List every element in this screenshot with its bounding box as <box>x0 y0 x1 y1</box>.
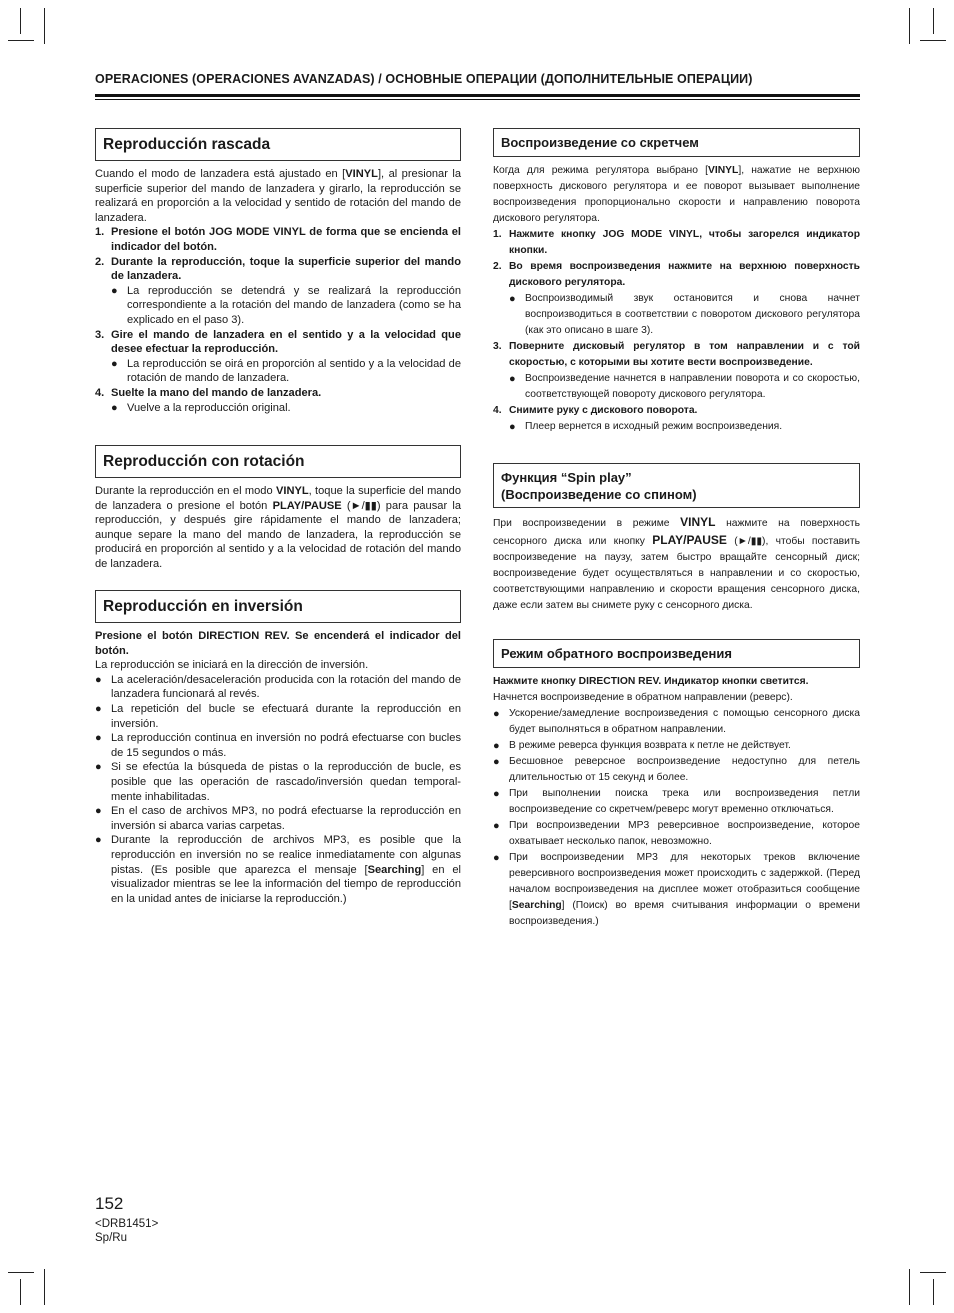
section-title-spin-ru <box>493 463 860 508</box>
crop-mark <box>8 1272 34 1273</box>
bullet-item: ● La aceleración/desaceleración producida con la rotación del mando de lanzadera funcionará al revés. <box>95 673 461 701</box>
reverse-lead-es: Presione el botón DIRECTION REV. Se encenderá el indicador del botón. <box>95 630 461 657</box>
bullet-item: ● La reproducción se oirá en proporción al sentido y a la velocidad de rotación de mando de lanzadera. <box>111 357 461 385</box>
section-title-scratch-es: Reproducción rascada <box>95 128 461 161</box>
section-title-reverse-ru: Режим обратного воспроизведения <box>493 639 860 668</box>
bullet-item: ● При выполнении поиска трека или воспроизведения петли воспроизведение со скретчем/реверс могут временно отключаться. <box>493 788 860 815</box>
crop-mark <box>44 8 45 44</box>
section-title-reverse-es: Reproducción en inversión <box>95 590 461 623</box>
crop-mark <box>920 40 946 41</box>
step-3-es: 3. Gire el mando de lanzadera en el sentido y a la velocidad que desee efectuar la reproducción. <box>95 328 461 356</box>
language-code: Sp/Ru <box>95 1232 127 1244</box>
bullet-item: ● В режиме реверса функция возврата к петле не действует. <box>493 740 791 752</box>
step-2-ru: 2. Во время воспроизведения нажмите на верхнюю поверхность дискового регулятора. <box>493 261 860 288</box>
step-2-es: 2. Durante la reproducción, toque la superficie superior del mando de lanzadera. <box>95 255 461 283</box>
bullet-item: ● Воспроизводимый звук остановится и снова начнет воспроизводиться в соответствии с поворотом дискового регулятора (как это описано в шаге 3). <box>509 293 860 336</box>
bullet-item: ● En el caso de archivos MP3, no podrá efectuarse la reproducción en inversión si abarca varias carpetas. <box>95 805 461 832</box>
bullet-item: ● Плеер вернется в исходный режим воспроизведения. <box>509 421 783 433</box>
spin-text-es: Durante la reproducción en el modo VINYL, toque la superficie del mando de lanzadera o presione el botón PLAY/PAUSE (►/▮▮) para pausar la reproducción, y después gire rápidamente el mando de lanzadera; aunque separe la mano del mando de lanzadera, la reproducción se producirá en proporción al sentido y a la velocidad de rotación del mando de lanzadera. <box>95 485 462 570</box>
bullet-item: ● Si se efectúa la búsqueda de pistas o la reproducción de bucle, es posible que las operación de rascado/inversión quedan temporal-mente inhabilitadas. <box>95 761 461 803</box>
spin-section-ru <box>493 463 860 614</box>
crop-mark <box>20 1279 21 1305</box>
spin-text-ru: При воспроизведении в режиме VINYL нажмите на поверхность сенсорного диска или кнопку PLAY/PAUSE (►/▮▮), чтобы поставить воспроизведение на паузу, затем быстро вращайте сенсорный диск; воспроизведение будет осуществляться в направлении и со скоростью, соответствующими направлению и скорости вращения сенсорного диска, даже если затем вы снимете руку с сенсорного диска. <box>493 515 860 611</box>
reverse-section-es <box>95 590 461 906</box>
step-1-es: 1. Presione el botón JOG MODE VINYL de forma que se encienda el indicador del botón. <box>95 226 461 253</box>
reverse-section-ru <box>493 639 860 930</box>
model-code: <DRB1451> <box>95 1218 159 1230</box>
crop-mark <box>44 1269 45 1305</box>
crop-mark <box>909 8 910 44</box>
reverse-text-es: La reproducción se iniciará en la dirección de inversión. <box>95 659 369 672</box>
bullet-item: ● Ускорение/замедление воспроизведения с помощью сенсорного диска будет выполняться в обратном направлении. <box>493 708 860 735</box>
bullet-item: ● Durante la reproducción de archivos MP3, es posible que la reproducción en inversión no se realice inmediatamente con algunas pistas. (Es posible que aparezca el mensaje [Searching] en el visualizador mientras se lee la información del tiempo de reproducción en la unidad antes de iniciarse la reproducción.) <box>95 834 461 905</box>
bullet-item: ● La reproducción se detendrá y se realizará la reproducción correspondiente a la rotación del mando de lanzadera (como se ha explicado en el paso 3). <box>111 284 461 326</box>
page-header: OPERACIONES (OPERACIONES AVANZADAS) / ОСНОВНЫЕ ОПЕРАЦИИ (ДОПОЛНИТЕЛЬНЫЕ ОПЕРАЦИИ) <box>95 72 753 86</box>
header-rule <box>95 94 860 97</box>
bullet-item: ● Воспроизведение начнется в направлении поворота и со скоростью, соответствующей повороту дискового регулятора. <box>509 373 860 400</box>
crop-mark <box>933 8 934 34</box>
bullet-item: ● La reproducción continua en inversión no podrá efectuarse con bucles de 15 segundos o más. <box>95 732 461 759</box>
reverse-text-ru: Начнется воспроизведение в обратном направлении (реверс). <box>493 692 793 703</box>
section-title-scratch-ru: Воспроизведение со скретчем <box>493 128 860 157</box>
step-1-ru: 1. Нажмите кнопку JOG MODE VINYL, чтобы загорелся индикатор кнопки. <box>493 229 860 256</box>
spin-title-line-2: (Воспроизведение со спином) <box>501 487 697 502</box>
bullet-item: ● Vuelve a la reproducción original. <box>111 401 291 414</box>
document-code <box>95 1217 158 1245</box>
crop-mark <box>20 8 21 34</box>
step-4-ru: 4. Снимите руку с дискового поворота. <box>493 405 698 416</box>
bullet-item: ● La repetición del bucle se efectuará durante la reproducción en inversión. <box>95 702 461 730</box>
spin-section-es <box>95 445 461 572</box>
scratch-intro-ru: Когда для режима регулятора выбрано [VINYL], нажатие не верхнюю поверхность дискового регулятора и ее поворот вызывает выполнение воспроизведения пропорционально скорости и направлению поворота дискового регулятора. <box>493 165 860 224</box>
crop-mark <box>909 1269 910 1305</box>
crop-mark <box>8 40 34 41</box>
page-number: 152 <box>95 1194 124 1213</box>
crop-mark <box>933 1279 934 1305</box>
bullet-item: ● При воспроизведении MP3 для некоторых треков включение реверсивного воспроизведения может происходить с задержкой. (Перед началом воспроизведения на дисплее может отобразиться сообщение [Searching] (Поиск) во время считывания информации о времени воспроизведения.) <box>493 852 860 927</box>
scratch-intro-es: Cuando el modo de lanzadera está ajustado en [VINYL], al presionar la superficie superior del mando de lanzadera y girarlo, la reproducción se realizará en proporción a la velocidad y sentido de rotación del mando de lanzadera. <box>95 168 461 224</box>
reverse-lead-ru: Нажмите кнопку DIRECTION REV. Индикатор кнопки светится. <box>493 676 809 687</box>
step-4-es: 4. Suelte la mano del mando de lanzadera. <box>95 386 322 399</box>
header-rule-thin <box>95 99 860 100</box>
bullet-item: ● При воспроизведении MP3 реверсивное воспроизведение, которое охватывает несколько папок, невозможно. <box>493 820 860 847</box>
russian-column <box>493 128 860 435</box>
bullet-item: ● Бесшовное реверсное воспроизведение недоступно для петель длительностью от 15 секунд и более. <box>493 756 860 783</box>
spanish-column <box>95 128 461 415</box>
spin-title-line-1: Функция “Spin play” <box>501 470 632 485</box>
step-3-ru: 3. Поверните дисковый регулятор в том направлении и с той скоростью, с которыми вы хотите вести воспроизведение. <box>493 341 860 368</box>
crop-mark <box>920 1272 946 1273</box>
section-title-spin-es: Reproducción con rotación <box>95 445 461 478</box>
